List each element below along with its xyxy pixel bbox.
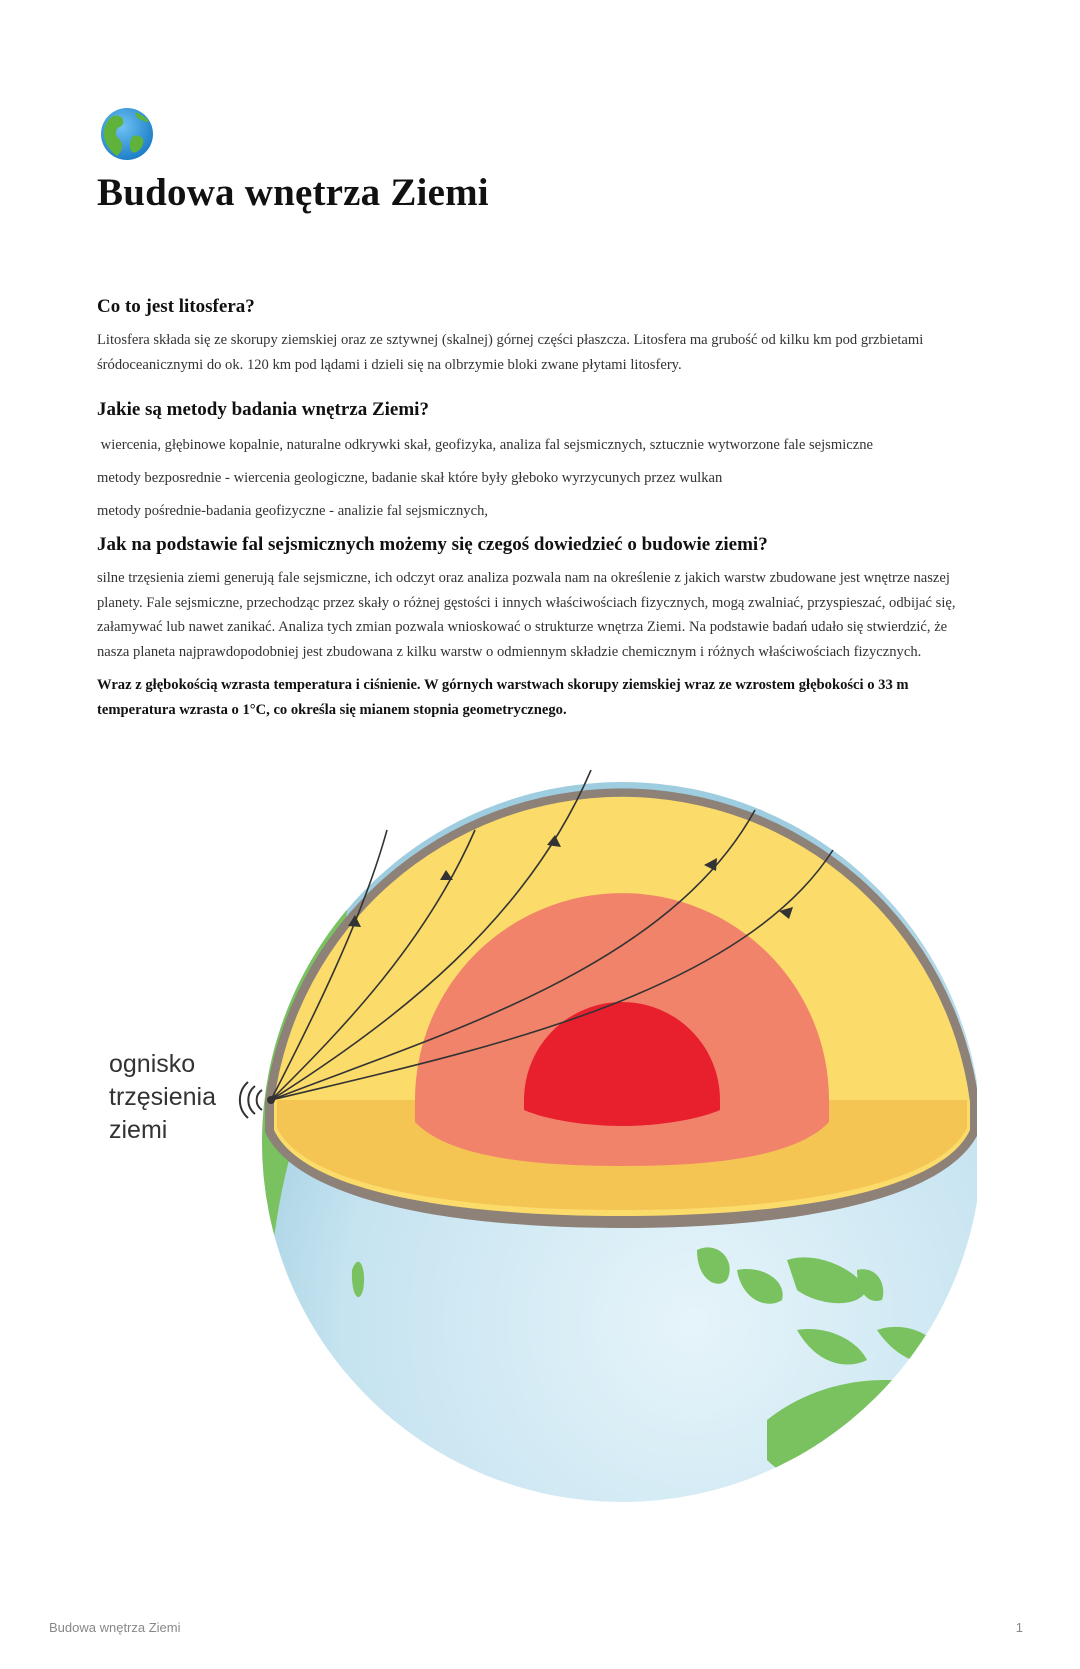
section-heading: Jak na podstawie fal sejsmicznych możemy się czegoś dowiedzieć o budowie ziemi? (97, 534, 768, 555)
earthquake-focus-label (109, 1050, 223, 1144)
earthquake-focus-point (267, 1096, 275, 1104)
section-lithosphere (97, 296, 977, 377)
label-line: trzęsienia (109, 1083, 216, 1111)
page-title: Budowa wnętrza Ziemi (97, 171, 489, 214)
paragraph: silne trzęsienia ziemi generują fale sejsmiczne, ich odczyt oraz analiza pozwala nam na określenie z jakich warstw zbudowane jest wnętrze naszej planety. Fale sejsmiczne, przechodząc przez skały o różnej gęstości i innych właściwościach fizycznych, mogą zwalniać, przyspieszać, odbijać się, załamywać lub nawet zanikać. Analiza tych zmian pozwala wnioskować o strukturze wnętrza Ziemi. Na podstawie badań udało się stwierdzić, że nasza planeta najprawdopodobniej jest zbudowana z kilku warstw o odmiennym składzie chemicznym i różnych właściwościach fizycznych. (97, 570, 956, 660)
earth-globe-icon (99, 106, 155, 162)
section-seismic-waves (97, 534, 977, 722)
paragraph: Litosfera składa się ze skorupy ziemskiej oraz ze sztywnej (skalnej) górnej części płaszcza. Litosfera ma grubość od kilku km pod grzbietami śródoceanicznymi do ok. 120 km pod lądami i dzieli się na olbrzymie bloki zwane płytami litosfery. (97, 332, 924, 373)
section-heading: Jakie są metody badania wnętrza Ziemi? (97, 399, 429, 420)
document-body (97, 296, 977, 731)
earth-interior-diagram (97, 770, 977, 1520)
list-item: metody pośrednie-badania geofizyczne - analizie fal sejsmicznych, (97, 503, 489, 519)
label-line: ziemi (109, 1116, 168, 1144)
footer-doc-title: Budowa wnętrza Ziemi (49, 1620, 181, 1635)
list-item: metody bezposrednie - wiercenia geologiczne, badanie skał które były głeboko wyrzycunych przez wulkan (97, 470, 723, 486)
footer-page-number: 1 (1015, 1620, 1023, 1635)
label-line: ognisko (109, 1050, 196, 1078)
section-research-methods (97, 399, 977, 521)
section-heading: Co to jest litosfera? (97, 296, 255, 317)
earthquake-focus-waves (240, 1082, 262, 1118)
bold-paragraph: Wraz z głębokością wzrasta temperatura i ciśnienie. W górnych warstwach skorupy ziemskiej wraz ze wzrostem głębokości o 33 m temperatura wzrasta o 1°C, co określa się mianem stopnia geometrycznego. (97, 677, 909, 718)
list-item: wiercenia, głębinowe kopalnie, naturalne odkrywki skał, geofizyka, analiza fal sejsmicznych, sztucznie wytworzone fale sejsmiczne (97, 437, 873, 453)
